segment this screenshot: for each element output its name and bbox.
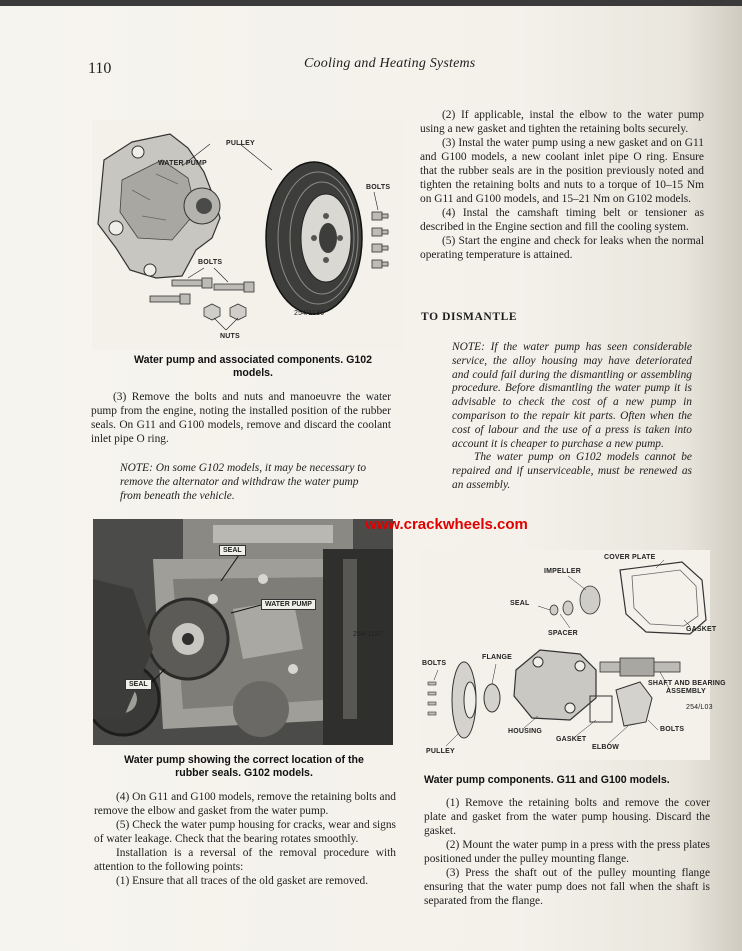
photo-label-water-pump: WATER PUMP bbox=[261, 599, 316, 610]
nuts-drawing bbox=[204, 304, 246, 320]
right-text-top bbox=[420, 108, 704, 262]
pulley-flange-drawing bbox=[452, 662, 500, 738]
figure1-caption-line2: models. bbox=[232, 367, 274, 379]
label-gasket-right: GASKET bbox=[686, 626, 717, 633]
watermark-url: www.crackwheels.com bbox=[365, 516, 528, 533]
label-pulley: PULLEY bbox=[226, 140, 255, 147]
note-g102-renew: The water pump on G102 models cannot be repaired and if unserviceable, must be renewed as an assembly. bbox=[452, 451, 692, 491]
note-alternator-text: NOTE: On some G102 models, it may be necessary to remove the alternator and withdraw the water pump from beneath the vehicle. bbox=[120, 462, 367, 502]
para-instal-timing-belt: (4) Instal the camshaft timing belt or tensioner as described in the Engine section and fill the cooling system. bbox=[420, 207, 704, 233]
label-pulley: PULLEY bbox=[426, 748, 455, 755]
figure1-caption-line1: Water pump and associated components. G102 bbox=[133, 354, 373, 366]
figure1-reference: 254/1186 bbox=[294, 310, 325, 317]
para-ensure-gasket: (1) Ensure that all traces of the old gasket are removed. bbox=[116, 875, 369, 887]
bolts-left-drawing bbox=[428, 682, 436, 715]
label-shaft-bearing-line1: SHAFT AND BEARING bbox=[648, 680, 726, 687]
figure3-caption: Water pump components. G11 and G100 models. bbox=[424, 774, 670, 786]
para-installation: Installation is a reversal of the removal procedure with attention to the following points: bbox=[94, 847, 396, 873]
impeller-seal-spacer-drawing bbox=[550, 586, 600, 615]
figure-water-pump-components-g102 bbox=[92, 120, 404, 350]
label-bolts-right: BOLTS bbox=[366, 184, 391, 191]
figure-water-pump-components-g11-g100 bbox=[420, 550, 726, 760]
photo-label-seal-top: SEAL bbox=[219, 545, 246, 556]
label-nuts: NUTS bbox=[220, 333, 240, 340]
label-gasket: GASKET bbox=[556, 736, 587, 743]
water-pump-components-illustration bbox=[92, 120, 404, 350]
figure2-caption bbox=[92, 754, 396, 780]
figure2-caption-line1: Water pump showing the correct location of the bbox=[124, 754, 364, 766]
elbow-drawing bbox=[616, 682, 652, 726]
cover-plate-drawing bbox=[620, 562, 706, 634]
left-text-bottom bbox=[94, 790, 396, 888]
label-water-pump: WATER PUMP bbox=[158, 160, 207, 167]
para-remove-bolts: (3) Remove the bolts and nuts and manoeuvre the water pump from the engine, noting the installed position of the rubber seals. On G11 and G100 models, remove and discard the coolant inlet pipe O ring. bbox=[91, 391, 391, 445]
para-mount-in-press: (2) Mount the water pump in a press with the press plates positioned under the pulley mounting flange. bbox=[424, 839, 710, 865]
label-impeller: IMPELLER bbox=[544, 568, 581, 575]
right-text-bottom bbox=[424, 796, 710, 908]
label-cover-plate: COVER PLATE bbox=[604, 554, 656, 561]
note-g102-alternator bbox=[120, 461, 368, 503]
left-text-top bbox=[91, 390, 391, 446]
figure1-caption bbox=[100, 354, 406, 380]
figure3-reference: 254/L03 bbox=[686, 704, 713, 711]
bolts-lower-drawing bbox=[150, 278, 254, 304]
note-dismantle-text: NOTE: If the water pump has seen considerable service, the alloy housing may have deteriorated and could fail during the dismantling or assembling procedure. Before dismantling the water pump it is advisable to check the cost of a new pump in comparison to the repair kit parts. Often when the cost of labour and the use of a press is taken into account it is cheaper to purchase a new pump. bbox=[452, 341, 692, 450]
para-press-shaft: (3) Press the shaft out of the pulley mounting flange ensuring that the water pump does not fall when the shaft is separated from the flange. bbox=[424, 867, 710, 907]
page-top-edge bbox=[0, 0, 742, 6]
label-spacer: SPACER bbox=[548, 630, 578, 637]
label-bolts-left: BOLTS bbox=[422, 660, 447, 667]
para-instal-elbow: (2) If applicable, instal the elbow to the water pump using a new gasket and tighten the retaining bolts securely. bbox=[420, 109, 704, 135]
para-check-housing: (5) Check the water pump housing for cracks, wear and signs of water leakage. Check that the bearing rotates smoothly. bbox=[94, 819, 396, 845]
para-instal-pump: (3) Instal the water pump using a new gasket and on G11 and G100 models, a new coolant inlet pipe O ring. Ensure that the rubber seals are in the position previously noted and tighten the retaining bolts and nuts to a torque of 10–15 Nm on G11 and G100 models, and 15–21 Nm on G102 models. bbox=[420, 137, 704, 205]
label-flange: FLANGE bbox=[482, 654, 512, 661]
note-dismantle bbox=[452, 341, 692, 493]
para-remove-elbow: (4) On G11 and G100 models, remove the retaining bolts and remove the elbow and gasket from the water pump. bbox=[94, 791, 396, 817]
figure2-reference: 254/1197 bbox=[353, 631, 384, 638]
figure-water-pump-seals-photo bbox=[93, 519, 393, 745]
label-bolts: BOLTS bbox=[198, 259, 223, 266]
label-seal: SEAL bbox=[510, 600, 530, 607]
pulley-drawing bbox=[266, 162, 362, 314]
label-elbow: ELBOW bbox=[592, 744, 620, 751]
running-title: Cooling and Heating Systems bbox=[304, 56, 476, 71]
para-remove-cover-plate: (1) Remove the retaining bolts and remove the cover plate and gasket from the water pump housing. Discard the gasket. bbox=[424, 797, 710, 837]
para-start-engine: (5) Start the engine and check for leaks when the normal operating temperature is attained. bbox=[420, 235, 704, 261]
label-shaft-bearing-line2: ASSEMBLY bbox=[666, 688, 706, 695]
label-housing: HOUSING bbox=[508, 728, 543, 735]
water-pump-housing-drawing bbox=[98, 134, 223, 278]
housing-drawing bbox=[514, 650, 596, 720]
photo-label-seal-left: SEAL bbox=[125, 679, 152, 690]
section-heading-to-dismantle: TO DISMANTLE bbox=[421, 311, 518, 323]
bolts-right-drawing bbox=[372, 212, 388, 268]
label-bolts-right: BOLTS bbox=[660, 726, 685, 733]
figure2-caption-line2: rubber seals. G102 models. bbox=[175, 767, 313, 779]
page-number: 110 bbox=[88, 60, 112, 77]
